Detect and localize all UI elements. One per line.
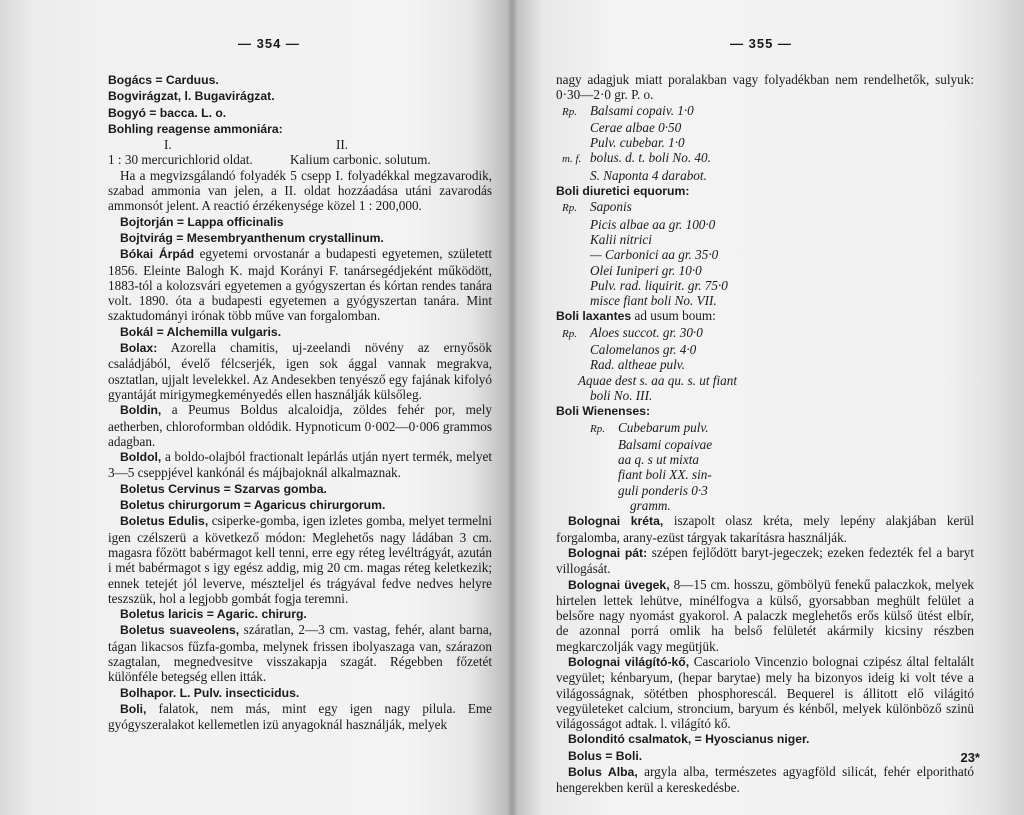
entry-paragraph bbox=[108, 701, 492, 733]
entry-headword: Boletus laricis = Agaric. chirurg. bbox=[120, 607, 307, 622]
entry-headword: Bogyó = bacca. L. o. bbox=[108, 105, 227, 120]
entry-text: Cascariolo Vincenzio bolognai czipész által feltalált vegyület; kénbaryum, (hepar barytae) mely ha bizonyos ideig ki volt téve a világosságnak, sötétben phosphorescál. Bequerel is állitott elő világitó vegyületeket calcium, stroncium, baryum és kénből, melyek különböző szinü világosságot adtak. l. világító kő. bbox=[556, 653, 974, 732]
entry-text: nagy adagjuk miatt poralakban vagy folyadékban nem rendelhetők, sulyuk: 0·30—2·0 gr. P. o. bbox=[556, 72, 974, 103]
entry-line bbox=[556, 748, 974, 764]
entry-text: csiperke-gomba, igen izletes gomba, melyet termelni igen czélszerü a következő módon: Meglehetős nagy ládában 3 cm. magasra főzött babérmagot kell tenni, erre egy réteg levéltrágyát, azután i mét babérmagot s igy egész addig, mig 20 cm. magas réteg keletkezik; ennek tetejét jól leverve, mészteljel és trágyával fedve nedves helyre teszszük, hol a legjobb gombát fogja teremni. bbox=[108, 513, 492, 606]
entry-headword: Bókai Árpád bbox=[120, 247, 195, 262]
recipe-line: Aquae dest s. aa qu. s. ut fiant bbox=[578, 372, 737, 388]
right-page bbox=[512, 0, 1024, 815]
entry-headword: Boletus suaveolens, bbox=[120, 623, 240, 638]
entry-text: ad usum boum: bbox=[631, 308, 716, 324]
solution-i: 1 : 30 mercurichlorid oldat. bbox=[108, 152, 253, 168]
entry-line bbox=[108, 121, 492, 137]
recipe-line: Pulv. rad. liquirit. gr. 75·0 bbox=[590, 277, 728, 293]
recipe-line: guli ponderis 0·3 bbox=[618, 482, 708, 498]
entry-text: a boldo-olajból fractionalt lepárlás utján nyert termék, melyet 3—5 cseppjével kankónál és májbajoknál alkalmaznak. bbox=[108, 449, 492, 481]
recipe-line: gramm. bbox=[630, 498, 671, 514]
entry-headword: Bolonditó csalmatok, = Hyoscianus niger. bbox=[568, 732, 810, 747]
entry-text: Ha a megvizsgálandó folyadék 5 csepp I. folyadékkal megzavarodik, szabad ammonia van jelen, a II. oldat hozzáadása utáni zavarodás ammonsót jelent. A reactió érzékenysége közel 1 : 200,000. bbox=[108, 167, 492, 214]
entry-headword: Bolhapor. L. Pulv. insecticidus. bbox=[120, 685, 300, 700]
recipe-line: aa q. s ut mixta bbox=[618, 452, 699, 468]
page-number-left: — 354 — bbox=[238, 36, 300, 51]
recipe-line bbox=[556, 325, 974, 342]
recipe-text: Saponis bbox=[590, 199, 632, 215]
recipe-line: Olei Iuniperi gr. 10·0 bbox=[590, 262, 702, 278]
entry-headword: Boletus Cervinus = Szarvas gomba. bbox=[120, 481, 327, 496]
entry-paragraph bbox=[108, 622, 492, 684]
recipe-prefix: Rp. bbox=[590, 422, 605, 435]
recipe-line: — Carbonici aa gr. 35·0 bbox=[590, 247, 719, 263]
entry-headword: Bolognai világító-kő, bbox=[568, 654, 690, 669]
recipe-line: Cerae albae 0·50 bbox=[590, 119, 682, 135]
entry-headword: Boli diuretici equorum: bbox=[556, 184, 690, 199]
entry-line bbox=[556, 403, 974, 419]
recipe-line: fiant boli XX. sin- bbox=[618, 467, 712, 483]
entry-headword: Bokál = Alchemilla vulgaris. bbox=[120, 324, 282, 339]
column-label-ii: II. bbox=[336, 137, 349, 153]
recipe-text: Cubebarum pulv. bbox=[618, 419, 709, 435]
entry-headword: Bolus = Boli. bbox=[568, 748, 643, 763]
recipe-line bbox=[556, 420, 974, 437]
entry-text: Azorella chamitis, uj-zeelandi növény az ernyősök családjából, évelő félcserjék, igen sok ággal vannak megrakva, osztatlan, ujjalt levelekkel. Az Andesekben tenyésző egy fajának kifolyó gyantáját mirigymegkeményedés ellen használják külsőleg. bbox=[108, 340, 492, 402]
entry-paragraph bbox=[556, 545, 974, 577]
recipe-line: Balsami copaivae bbox=[618, 436, 713, 452]
recipe-line: Calomelanos gr. 4·0 bbox=[590, 342, 697, 358]
column-values bbox=[108, 152, 492, 167]
entry-line bbox=[108, 685, 492, 701]
entry-paragraph bbox=[556, 577, 974, 654]
entry-headword: Boldol, bbox=[120, 450, 162, 465]
entry-text: száratlan, 2—3 cm. vastag, fehér, alant barna, tágan likacsos fűzfa-gomba, melynek frissen ibolyaszaga van, szárazon szagtalan, megnedvesitve visszakapja szagát. Régebben főzetét különféle betegség ellen itták. bbox=[108, 622, 492, 685]
recipe-line: S. Naponta 4 darabot. bbox=[590, 167, 707, 183]
entry-headword: Bolognai pát: bbox=[568, 545, 648, 560]
entry-text: iszapolt olasz kréta, mely lepény alakjában kerül forgalomba, arany-ezüst tárgyak takarításra használják. bbox=[556, 513, 975, 545]
entry-line bbox=[108, 497, 492, 513]
recipe-line bbox=[556, 150, 974, 167]
entry-text: a Peumus Boldus alcaloidja, zöldes fehér por, mely aetherben, chloroformban oldódik. Hypnoticum 0·002—0·006 grammos adagban. bbox=[108, 402, 492, 449]
entry-headword: Boli, bbox=[120, 701, 147, 716]
entry-paragraph bbox=[556, 764, 974, 796]
recipe-line: boli No. III. bbox=[590, 387, 653, 403]
entry-paragraph bbox=[556, 513, 974, 545]
recipe-prefix: Rp. bbox=[562, 105, 577, 118]
entry-line bbox=[108, 214, 492, 230]
column-label-i: I. bbox=[164, 137, 172, 153]
recipe-line: misce fiant boli No. VII. bbox=[590, 293, 717, 309]
entry-headword: Bojtvirág = Mesembryanthenum crystallinum. bbox=[120, 230, 384, 245]
recipe-text: Balsami copaiv. 1·0 bbox=[590, 102, 694, 118]
recipe-prefix: Rp. bbox=[562, 327, 577, 340]
entry-text: 8—15 cm. hosszu, gömbölyü fenekű palaczkok, melyek hirtelen lettek lehütve, minélfogva a külső, gyorsabban meghült felület a belsőre nagy nyomást gyakorol. A palaczk meglehetős erős külső ütést elbír, de azonnal porrá omlik ha belső felületét akármily kicsiny részben megkarczolják vagy megütjük. bbox=[556, 576, 974, 654]
entry-paragraph bbox=[108, 402, 492, 449]
left-page-text bbox=[108, 72, 492, 732]
entry-headword: Bojtorján = Lappa officinalis bbox=[120, 214, 284, 229]
recipe-line bbox=[556, 103, 974, 120]
entry-headword: Boldin, bbox=[120, 403, 162, 418]
recipe-prefix: Rp. bbox=[562, 202, 577, 215]
entry-line bbox=[108, 105, 492, 121]
solution-ii: Kalium carbonic. solutum. bbox=[290, 152, 431, 168]
entry-headword: Boletus Edulis, bbox=[120, 514, 209, 529]
signature-mark: 23* bbox=[960, 750, 980, 765]
column-labels bbox=[108, 137, 492, 152]
entry-text: egyetemi orvostanár a budapesti egyetemen, született 1856. Eleinte Balogh K. majd Korányi F. tanársegédjeként működött, 1883-tól a kolozsvári egyetemen a gyógyszertan és kórtan rendes tanára volt. 1890. óta a budapesti egyetemen a gyógyszertan tanára. Mint szaktudományi irónak több műve van forgalomban. bbox=[108, 246, 492, 324]
entry-text: falatok, nem más, mint egy igen nagy pilula. Eme gyógyszeralakot kellemetlen izü anyagoknál használják, melyek bbox=[108, 700, 492, 733]
entry-line bbox=[108, 230, 492, 246]
recipe-line: Picis albae aa gr. 100·0 bbox=[590, 216, 716, 232]
entry-paragraph bbox=[108, 340, 492, 402]
recipe-text: bolus. d. t. boli No. 40. bbox=[590, 150, 711, 166]
entry-headword: Boletus chirurgorum = Agaricus chirurgorum. bbox=[120, 498, 386, 513]
recipe-line: Pulv. cubebar. 1·0 bbox=[590, 135, 685, 151]
entry-headword: Bolax: bbox=[120, 341, 158, 356]
entry-headword: Bohling reagense ammoniára: bbox=[108, 121, 283, 136]
entry-headword: Bogács = Carduus. bbox=[108, 73, 219, 87]
entry-text: szépen fejlődött baryt-jegeczek; ezeken fedezték fel a baryt villogását. bbox=[556, 544, 974, 577]
entry-headword: Boli Wienenses: bbox=[556, 404, 651, 419]
entry-line bbox=[556, 183, 974, 199]
left-page bbox=[0, 0, 510, 815]
entry-headword: Bolognai üvegek, bbox=[568, 577, 670, 592]
recipe-text: Aloes succot. gr. 30·0 bbox=[590, 324, 703, 340]
entry-line bbox=[108, 88, 492, 104]
entry-line bbox=[108, 324, 492, 340]
recipe-line: Rad. altheae pulv. bbox=[590, 357, 685, 373]
entry-line bbox=[556, 731, 974, 747]
entry-paragraph bbox=[108, 246, 492, 323]
recipe-line: Kalii nitrici bbox=[590, 231, 652, 247]
entry-paragraph bbox=[108, 449, 492, 481]
page-number-right: — 355 — bbox=[730, 36, 792, 51]
entry-line bbox=[108, 72, 492, 88]
entry-line bbox=[556, 308, 974, 324]
entry-text: argyla alba, természetes agyagföld silicát, fehér elporitható hengerekben kerül a kereskedésbe. bbox=[556, 764, 974, 796]
recipe-line bbox=[556, 199, 974, 216]
entry-headword: Boli laxantes bbox=[556, 309, 632, 324]
entry-headword: Bolus Alba, bbox=[568, 765, 638, 780]
entry-paragraph bbox=[108, 513, 492, 606]
right-page-text bbox=[556, 72, 974, 796]
entry-line bbox=[108, 481, 492, 497]
entry-headword: Bolognai kréta, bbox=[568, 514, 664, 529]
entry-headword: Bogvirágzat, l. Bugavirágzat. bbox=[108, 89, 275, 104]
recipe-prefix: m. f. bbox=[562, 153, 582, 166]
entry-line bbox=[108, 606, 492, 622]
entry-paragraph bbox=[556, 654, 974, 731]
